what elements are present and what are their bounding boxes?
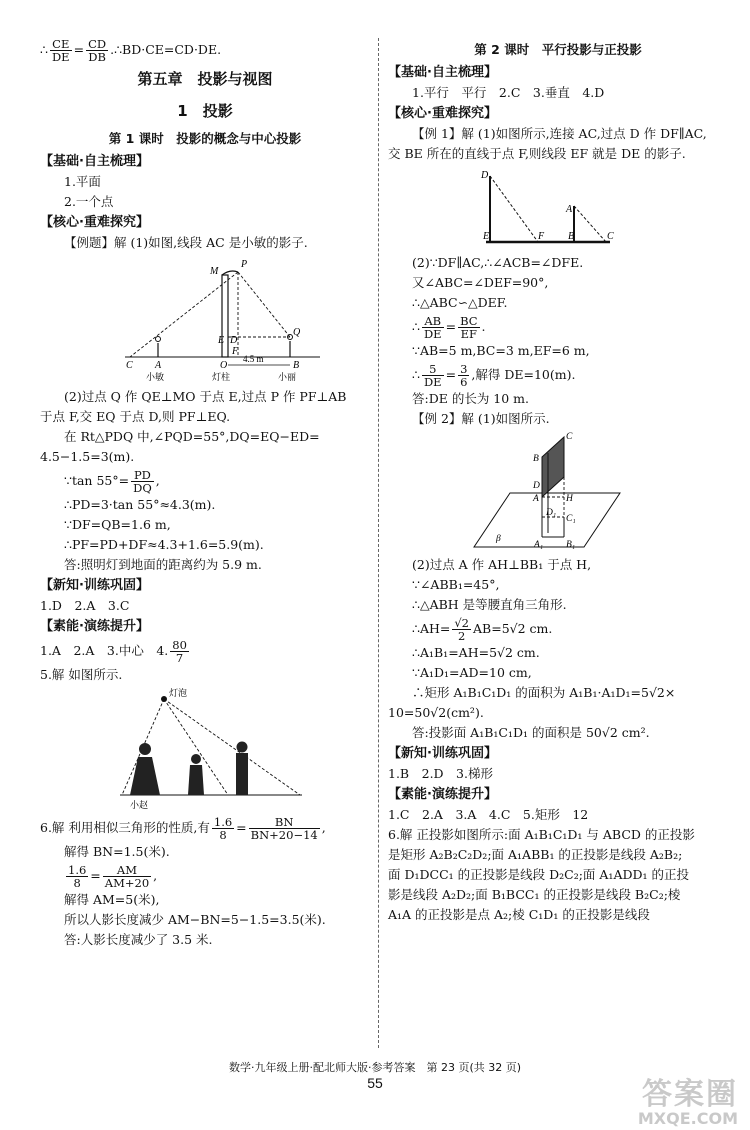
example-intro: 【例题】解 (1)如图,线段 AC 是小敏的影子. [64, 235, 308, 250]
heading-basic: 【基础·自主梳理】 [40, 154, 149, 169]
heading-new: 【新知·训练巩固】 [388, 746, 497, 761]
label-B: B [568, 231, 575, 242]
label-B: B [293, 360, 300, 371]
answer-statement: 答:DE 的长为 10 m. [412, 391, 530, 406]
fraction: $\frac{AB}{DE}$ [423, 314, 442, 341]
heading-core: 【核心·重难探究】 [40, 215, 149, 230]
solution-line: ∴AH= $\frac{√2}{2}$ AB=5√2 cm. [412, 616, 553, 643]
person-right [236, 753, 248, 795]
solution-line: 6.解 正投影如图所示:面 A₁B₁C₁D₁ 与 ABCD 的正投影 [388, 827, 695, 842]
heading-new: 【新知·训练巩固】 [40, 578, 149, 593]
person-head [237, 742, 248, 753]
solution-line: ∵DF=QB=1.6 m, [64, 517, 171, 532]
label-D1: D₁ [546, 508, 557, 518]
solution-line: ∴PF=PD+DF≈4.3+1.6=5.9(m). [64, 537, 264, 552]
label-F: F [538, 231, 545, 242]
answer-statement: 答:人影长度减少了 3.5 米. [64, 932, 213, 947]
answer-line: 1.D 2.A 3.C [40, 598, 130, 613]
label-A: A [566, 204, 573, 215]
orthogonal-projection-figure [388, 431, 728, 553]
column-divider [378, 38, 379, 1048]
label-C: C [607, 231, 614, 242]
heading-skill: 【素能·演练提升】 [40, 619, 149, 634]
page-footer: 数学·九年级上册·配北师大版·参考答案 第 23 页(共 32 页) [228, 1061, 522, 1074]
label-xiaomin: 小敏 [146, 373, 165, 383]
ratio-line: ∴ $\frac{AB}{DE}$ = $\frac{BC}{EF}$ . [412, 314, 486, 341]
answer-statement: 答:投影面 A₁B₁C₁D₁ 的面积是 50√2 cm². [412, 725, 650, 740]
person-head [191, 754, 201, 764]
answer-line: 1.平面 [64, 174, 101, 189]
chapter-title: 第五章 投影与视图 [137, 70, 273, 88]
label-beta: β [496, 534, 501, 544]
label-A: A [533, 494, 539, 504]
heading-basic: 【基础·自主梳理】 [388, 65, 497, 80]
label-C1: C₁ [566, 514, 576, 524]
rectangle-ABCD [542, 437, 564, 497]
person-head [139, 743, 151, 755]
person-middle [188, 765, 204, 795]
fraction: $\frac{BC}{EF}$ [460, 314, 478, 341]
label-O: O [220, 360, 228, 371]
solution-line: ∴PD=3·tan 55°≈4.3(m). [64, 497, 216, 512]
label-C: C [566, 432, 573, 442]
fraction: $\frac{AM}{AM+20}$ [104, 863, 150, 890]
solution-line: 6.解 利用相似三角形的性质,有 $\frac{1.6}{8}$ = $\frac{BN}{BN+20-14}$ , [40, 815, 326, 842]
label-B1: B₁ [566, 540, 576, 550]
solution-line: 解得 BN=1.5(米). [64, 844, 170, 859]
solution-line: 在 Rt△PDQ 中,∠PQD=55°,DQ=EQ−ED= [64, 429, 320, 444]
label-B: B [533, 454, 539, 464]
fraction: $\frac{BN}{BN+20-14}$ [250, 815, 318, 842]
example-intro: 【例 1】解 (1)如图所示,连接 AC,过点 D 作 DF∥AC, [412, 126, 707, 141]
label-dengzhu: 灯柱 [212, 373, 231, 383]
solution-line: 是矩形 A₂B₂C₂D₂;面 A₁ABB₁ 的正投影是线段 A₂B₂; [388, 847, 683, 862]
label-C: C [126, 360, 133, 371]
example-intro: 交 BE 所在的直线于点 F,则线段 EF 就是 DE 的影子. [388, 146, 686, 161]
fraction: $\frac{3}{6}$ [460, 362, 468, 389]
label-P: P [241, 259, 248, 270]
answer-line: 2.一个点 [64, 194, 114, 209]
solution-line: ∵A₁D₁=AD=10 cm, [412, 665, 532, 680]
watermark-logo: 答案圈 MXQE.COM [637, 1077, 738, 1128]
right-column [388, 38, 728, 925]
solution-line: 于点 F,交 EQ 于点 D,则 PF⊥EQ. [40, 409, 231, 424]
label-bulb: 灯泡 [169, 689, 188, 699]
solution-line: 影是线段 A₂D₂;面 B₁BCC₁ 的正投影是线段 B₂C₂;棱 [388, 887, 681, 902]
lamp-post-shadow-figure [40, 255, 370, 385]
distance-label: 4.5 m [243, 354, 264, 364]
light-ray-to-Q [238, 272, 290, 337]
ray-DF [490, 176, 538, 242]
answer-line: 1.B 2.D 3.梯形 [388, 766, 493, 781]
label-A: A [155, 360, 162, 371]
heading-core: 【核心·重难探究】 [388, 106, 497, 121]
parallel-projection-figure [388, 166, 728, 251]
solution-line: 又∠ABC=∠DEF=90°, [412, 275, 549, 290]
fraction: $\frac{√2}{2}$ [454, 616, 470, 643]
solution-line: $\frac{1.6}{8}$ = $\frac{AM}{AM+20}$ , [68, 863, 158, 890]
label-D: D [230, 335, 238, 346]
heading-skill: 【素能·演练提升】 [388, 787, 497, 802]
label-xiaozhao: 小赵 [130, 801, 149, 811]
label-E: E [218, 335, 225, 346]
ratio-line: ∴ $\frac{5}{DE}$ = $\frac{3}{6}$ ,解得 DE=10(m). [412, 362, 576, 389]
left-column [40, 38, 370, 950]
example-intro: 【例 2】解 (1)如图所示. [412, 411, 550, 426]
label-D: D [533, 481, 540, 491]
fraction: $\frac{1.6}{8}$ [213, 815, 233, 842]
label-A1: A₁ [534, 540, 544, 550]
answer-line: 1.C 2.A 3.A 4.C 5.矩形 12 [388, 807, 589, 822]
solution-line: 4.5−1.5=3(m). [40, 449, 135, 464]
solution-line: ∴A₁B₁=AH=5√2 cm. [412, 645, 540, 660]
solution-line: ∵AB=5 m,BC=3 m,EF=6 m, [412, 343, 590, 358]
solution-line: (2)∵DF∥AC,∴∠ACB=∠DFE. [412, 255, 584, 270]
fraction: $\frac{CD}{DB}$ [88, 37, 107, 64]
answer-line: 5.解 如图所示. [40, 667, 123, 682]
lesson-title: 第 1 课时 投影的概念与中心投影 [108, 131, 302, 146]
fraction: $\frac{PD}{DQ}$ [133, 468, 152, 495]
label-H: H [566, 494, 573, 504]
light-bulb-shadow-figure [40, 687, 370, 812]
label-M: M [210, 266, 219, 277]
label-Q: Q [293, 327, 301, 338]
solution-line: ∴△ABH 是等腰直角三角形. [412, 597, 567, 612]
solution-line: (2)过点 A 作 AH⊥BB₁ 于点 H, [412, 557, 592, 572]
proof-conclusion: ∴ $\frac{CE}{DE}$ = $\frac{CD}{DB}$ .∴BD·CE=CD·DE. [40, 37, 222, 64]
label-D: D [481, 170, 489, 181]
therefore-symbol: ∴ [40, 42, 48, 57]
solution-line: 10=50√2(cm²). [388, 705, 484, 720]
fraction: $\frac{80}{7}$ [172, 638, 187, 665]
answer-line: 1.A 2.A 3.中心 4. $\frac{80}{7}$ [40, 638, 187, 665]
solution-line: ∴矩形 A₁B₁C₁D₁ 的面积为 A₁B₁·A₁D₁=5√2× [412, 685, 676, 700]
page-number: 55 [367, 1075, 383, 1091]
fraction: $\frac{5}{DE}$ [423, 362, 442, 389]
answer-line: 1.平行 平行 2.C 3.垂直 4.D [412, 85, 605, 100]
solution-line: 所以人影长度减少 AM−BN=5−1.5=3.5(米). [64, 912, 326, 927]
lamp-arm [222, 271, 238, 275]
solution-line: A₁A 的正投影是点 A₂;棱 C₁D₁ 的正投影是线段 [388, 907, 650, 922]
person-xiaozhao [130, 757, 160, 795]
lesson-title: 第 2 课时 平行投影与正投影 [474, 42, 642, 57]
fraction: $\frac{1.6}{8}$ [68, 863, 87, 890]
answer-statement: 答:照明灯到地面的距离约为 5.9 m. [64, 557, 262, 572]
label-F: F [232, 346, 239, 357]
section-title: 1 投影 [177, 102, 233, 120]
solution-line: (2)过点 Q 作 QE⊥MO 于点 E,过点 P 作 PF⊥AB [64, 389, 347, 404]
solution-line: 面 D₁DCC₁ 的正投影是线段 D₂C₂;面 A₁ADD₁ 的正投 [388, 867, 690, 882]
label-E: E [483, 231, 490, 242]
solution-line: ∴△ABC∽△DEF. [412, 295, 508, 310]
label-xiaoli: 小丽 [278, 373, 297, 383]
fraction: $\frac{CE}{DE}$ [51, 37, 70, 64]
solution-line: 解得 AM=5(米), [64, 892, 160, 907]
solution-line: ∵∠ABB₁=45°, [412, 577, 500, 592]
xiaomin-head [156, 337, 161, 342]
tan-line: ∵tan 55°= $\frac{PD}{DQ}$ , [64, 468, 160, 495]
ray-AC [574, 206, 606, 242]
